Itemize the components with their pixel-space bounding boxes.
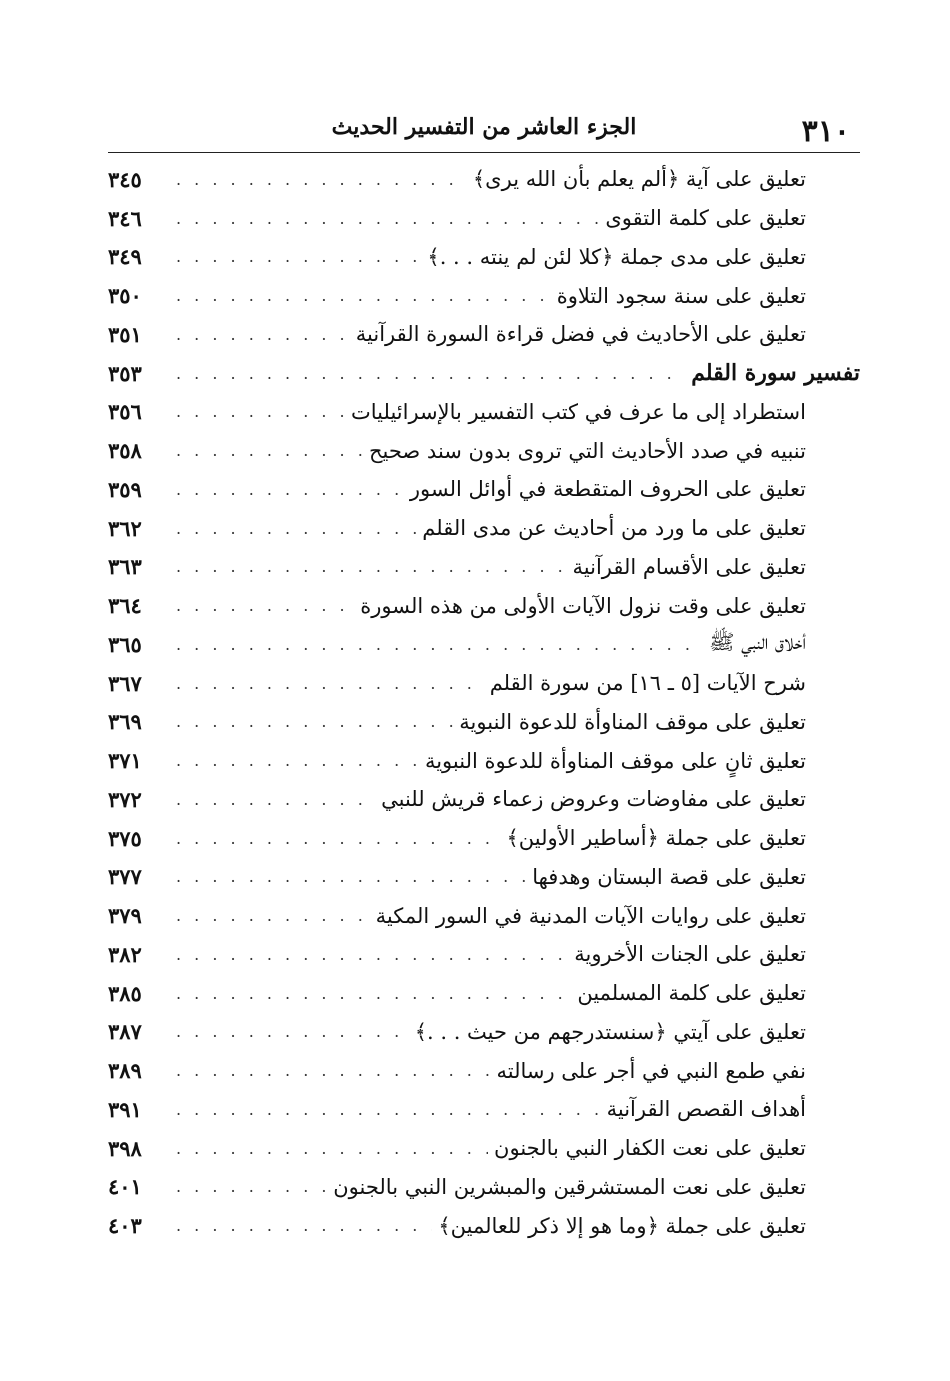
toc-entry [108,1129,860,1168]
toc-entry-title: تعليق على الحروف المتقطعة في أوائل السور [409,477,806,502]
dot-leader [172,1061,490,1080]
toc-entry-page-number: ٣٩١ [108,1096,142,1122]
dot-leader [172,557,567,576]
toc-entry-title: تنبيه في صدد الأحاديث التي تروى بدون سند صحيح [368,438,806,463]
toc-entry-page-number: ٣٨٥ [108,980,142,1006]
toc-entry-page-number: ٣٥٩ [108,476,142,502]
toc-entry-title: تعليق على جملة ﴿أساطير الأولين﴾ [506,826,806,851]
toc-entry-page-number: ٣٤٩ [108,244,142,270]
toc-entry-title: تعليق على مدى جملة ﴿كلا لئن لم ينته . . .﴾ [427,244,806,269]
toc-entry [108,1206,860,1245]
toc-entry [108,238,860,277]
toc-entry-page-number: ٣٥٦ [108,399,142,425]
dot-leader [172,170,467,189]
toc-entry-title: نفي طمع النبي في أجر على رسالته [496,1058,806,1083]
dot-leader [172,1022,409,1041]
toc-entry [108,819,860,858]
toc-entry-page-number: ٤٠٣ [108,1213,142,1239]
toc-entry-title: تفسير سورة القلم [691,360,860,387]
toc-entry-title: استطراد إلى ما عرف في كتب التفسير بالإسرائيليات [351,399,806,424]
toc-entry-page-number: ٣٦٧ [108,670,142,696]
toc-entry-page-number: ٣٥١ [108,321,142,347]
dot-leader [172,286,551,305]
toc-entry-title: تعليق على سنة سجود التلاوة [556,283,806,308]
toc-entry [108,1168,860,1207]
toc-entry-title: أخلاق النبي ﷺ [709,629,806,654]
toc-entry-page-number: ٤٠١ [108,1174,142,1200]
toc-entry [108,160,860,199]
toc-entry [108,664,860,703]
dot-leader [172,519,416,538]
toc-entry [108,935,860,974]
toc-entry [108,199,860,238]
toc-entry-page-number: ٣٧٢ [108,786,142,812]
dot-leader [172,1100,601,1119]
toc-entry-page-number: ٣٨٩ [108,1058,142,1084]
dot-leader [172,906,370,925]
dot-leader [172,674,484,693]
toc-entry-page-number: ٣٦٣ [108,554,142,580]
toc-entry-title: تعليق على روايات الآيات المدنية في السور المكية [375,903,806,928]
toc-entry-title: تعليق على وقت نزول الآيات الأولى من هذه السورة [360,593,806,618]
toc-entry-title: تعليق على نعت المستشرقين والمبشرين النبي بالجنون [333,1174,806,1199]
dot-leader [172,441,363,460]
toc-entry-title: شرح الآيات [٥ ـ ١٦] من سورة القلم [489,671,806,696]
toc-entry-page-number: ٣٦٤ [108,593,142,619]
toc-entry-title: تعليق على الأحاديث في فضل قراءة السورة القرآنية [355,322,806,347]
toc-entry-title: تعليق على الأقسام القرآنية [572,554,806,579]
toc-entry [108,1051,860,1090]
toc-entry-page-number: ٣٧٥ [108,825,142,851]
toc-entry-page-number: ٣٨٧ [108,1019,142,1045]
toc-entry-page-number: ٣٦٢ [108,515,142,541]
toc-entry [108,858,860,897]
toc-entry-page-number: ٣٨٢ [108,941,142,967]
toc-entry-title: تعليق على الجنات الأخروية [574,942,806,967]
dot-leader [172,829,500,848]
page-number: ٣١٠ [801,114,850,149]
toc-entry-page-number: ٣٦٩ [108,709,142,735]
dot-leader [172,867,526,886]
toc-entry [108,393,860,432]
toc-entry [108,703,860,742]
toc-entry [108,548,860,587]
toc-entry-page-number: ٣٤٦ [108,205,142,231]
toc-entry-page-number: ٣٧٧ [108,864,142,890]
table-of-contents [108,160,860,1245]
toc-entry-title: تعليق على كلمة التقوى [605,206,806,231]
toc-entry [108,896,860,935]
toc-entry-title: تعليق على جملة ﴿وما هو إلا ذكر للعالمين﴾ [438,1213,806,1238]
toc-section-heading [108,354,860,393]
toc-entry-title: تعليق على آيتي ﴿سنستدرجهم من حيث . . .﴾ [414,1019,806,1044]
toc-entry [108,974,860,1013]
toc-entry [108,1013,860,1052]
toc-entry-title: تعليق على ما ورد من أحاديث عن مدى القلم [422,516,806,541]
toc-entry-title: تعليق على نعت الكفار النبي بالجنون [494,1136,806,1161]
dot-leader [172,945,568,964]
toc-entry-title: تعليق على قصة البستان وهدفها [532,864,806,889]
dot-leader [172,325,350,344]
dot-leader [172,1216,432,1235]
page-header [108,106,860,153]
dot-leader [172,790,375,809]
dot-leader [172,364,685,383]
dot-leader [172,209,599,228]
dot-leader [172,480,404,499]
toc-entry [108,470,860,509]
dot-leader [172,1177,327,1196]
toc-entry-page-number: ٣٩٨ [108,1135,142,1161]
dot-leader [172,712,453,731]
dot-leader [172,984,571,1003]
toc-entry-page-number: ٣٥٨ [108,438,142,464]
toc-entry-title: تعليق ثانٍ على موقف المناوأة للدعوة النبوية [424,748,806,773]
toc-entry [108,431,860,470]
toc-entry-page-number: ٣٥٠ [108,283,142,309]
dot-leader [172,751,419,770]
toc-entry-title: تعليق على موقف المناوأة للدعوة النبوية [459,709,806,734]
toc-entry-page-number: ٣٧٩ [108,903,142,929]
toc-entry [108,586,860,625]
toc-entry-page-number: ٣٦٥ [108,631,142,657]
toc-entry [108,625,860,664]
running-title: الجزء العاشر من التفسير الحديث [331,114,637,140]
dot-leader [172,247,421,266]
toc-entry-page-number: ٣٥٣ [108,360,142,386]
toc-entry [108,509,860,548]
dot-leader [172,1139,488,1158]
toc-entry [108,1090,860,1129]
toc-entry-title: تعليق على مفاوضات وعروض زعماء قريش للنبي [381,787,806,812]
dot-leader [172,402,345,421]
dot-leader [172,596,354,615]
dot-leader [172,635,703,654]
toc-entry-title: أهداف القصص القرآنية [606,1097,806,1122]
toc-entry-page-number: ٣٧١ [108,748,142,774]
toc-entry [108,315,860,354]
toc-entry-title: تعليق على آية ﴿ألم يعلم بأن الله يرى﴾ [472,167,806,192]
toc-entry-title: تعليق على كلمة المسلمين [577,981,806,1006]
toc-entry [108,741,860,780]
toc-entry [108,780,860,819]
toc-entry-page-number: ٣٤٥ [108,166,142,192]
toc-entry [108,276,860,315]
